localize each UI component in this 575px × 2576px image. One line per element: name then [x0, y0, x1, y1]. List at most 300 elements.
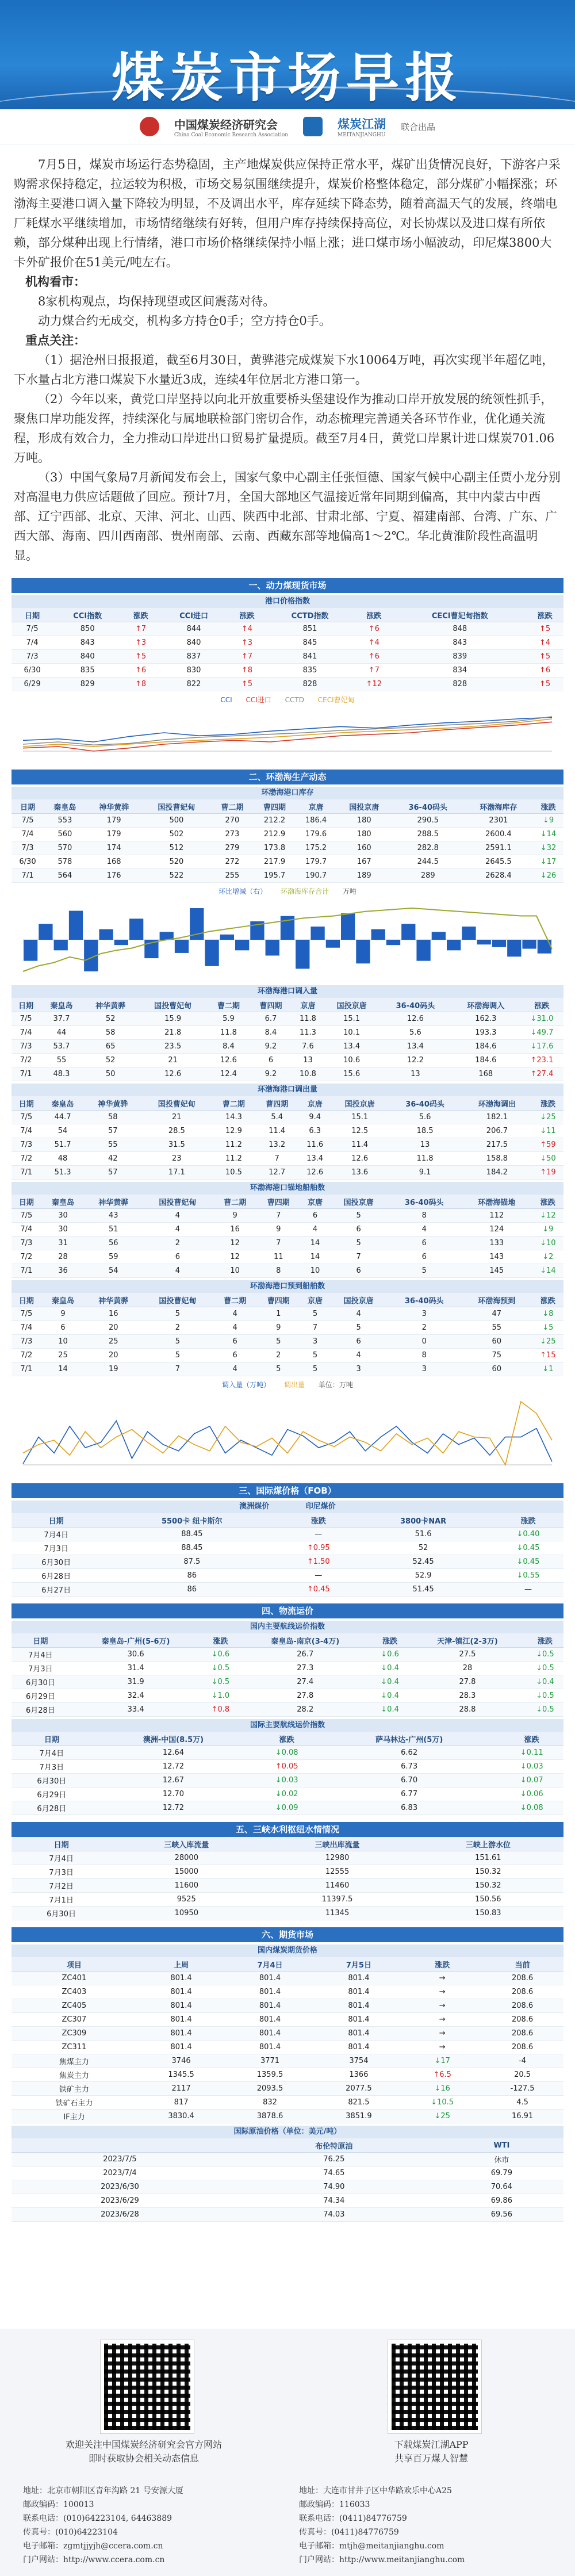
- table-cell: ↑4: [526, 636, 564, 650]
- column-header: 国投京唐: [330, 1195, 388, 1209]
- table-row: [12, 622, 564, 636]
- table-cell: 5: [330, 1237, 388, 1250]
- table-row: [12, 1250, 564, 1264]
- table-row: [12, 678, 564, 691]
- table-cell: 801.4: [137, 2041, 225, 2054]
- change-bar: [341, 913, 355, 940]
- ccera-contact: [23, 2484, 183, 2567]
- table-cell: ↓0.11: [500, 1746, 564, 1760]
- table-cell: 6: [213, 1349, 257, 1362]
- table-cell: 150.32: [413, 1879, 564, 1893]
- table-cell: ↓2: [532, 1250, 564, 1264]
- table-cell: 3: [300, 1335, 330, 1349]
- table-cell: 9: [256, 1321, 300, 1335]
- table-cell: 4: [213, 1362, 257, 1376]
- table-cell: 2077.5: [315, 2082, 403, 2096]
- column-header: 秦皇岛: [41, 1195, 85, 1209]
- table-cell: 16: [213, 1223, 257, 1237]
- table-row: [12, 1166, 564, 1180]
- contact-line: 联系电话：(010)64223104, 64463889: [23, 2514, 172, 2523]
- table-cell: 7/4: [12, 1321, 41, 1335]
- column-header: 日期: [12, 1837, 111, 1851]
- table-header-row: [12, 1633, 564, 1648]
- table-cell: 843: [393, 636, 526, 650]
- table-cell: 208.6: [481, 1972, 564, 1985]
- table-cell: 52: [354, 1541, 493, 1555]
- table-cell: ↑0.45: [283, 1583, 354, 1597]
- table-cell: 7月4日: [12, 1528, 101, 1541]
- table-cell: 44.7: [41, 1111, 84, 1124]
- flow-line-chart: [12, 1390, 564, 1476]
- section-6-title: 六、期货市场: [12, 1927, 564, 1942]
- table-cell: ↑8: [228, 664, 266, 678]
- table-cell: 休市: [440, 2153, 564, 2167]
- table-cell: 822: [159, 678, 228, 691]
- table-cell: 11: [256, 1250, 300, 1264]
- table-row: [12, 1865, 564, 1879]
- table-cell: 801.4: [137, 2013, 225, 2027]
- series-line: [23, 719, 552, 747]
- table-cell: 179: [86, 814, 142, 828]
- table-cell: 51.7: [41, 1138, 84, 1152]
- table-cell: 828: [266, 678, 354, 691]
- table-cell: 175.2: [296, 841, 336, 855]
- table-cell: →: [403, 2013, 481, 2027]
- table-header-row: [12, 1732, 564, 1746]
- table-row: [12, 1689, 564, 1703]
- change-bar: [310, 927, 324, 940]
- table-cell: 150.32: [413, 1865, 564, 1879]
- table-cell: 273: [211, 828, 254, 841]
- change-bar: [235, 940, 249, 950]
- table-cell: 6: [330, 1223, 388, 1237]
- joint-label: 联合出品: [401, 121, 436, 132]
- table-cell: 841: [266, 650, 354, 664]
- table-cell: 6: [213, 1335, 257, 1349]
- table-cell: 12.72: [92, 1760, 255, 1774]
- table-cell: 6月28日: [12, 1569, 101, 1583]
- table-cell: 6/29: [12, 678, 53, 691]
- table-cell: 184.6: [451, 1054, 520, 1067]
- chart-unit: 万吨: [342, 887, 356, 895]
- column-header: 曹四期: [256, 1195, 300, 1209]
- contact-line[interactable]: 门户网站：http://www.meitanjianghu.com: [299, 2555, 465, 2564]
- change-bar: [114, 940, 128, 945]
- table-row: [12, 2180, 564, 2194]
- table-row: [12, 1569, 564, 1583]
- table-cell: 88.45: [101, 1541, 283, 1555]
- table-cell: ↑6: [354, 650, 393, 664]
- news-item: （3）中国气象局7月新闻发布会上，国家气象中心副主任张恒德、国家气候中心副主任贾小龙分别对高温电力供应话题做了回应。预计7月，全国大部地区气温接近常年同期到偏高，其中内蒙古中西部、辽宁西部、北京、天津、河北、山西、陕西中北部、甘肃北部、宁夏、福建南部、台湾、广东、广西大部、海南、四川西南部、贵州南部、云南、西藏东部等地偏高1～2℃。华北黄淮阶段性高温明显。: [14, 470, 561, 562]
- legend-item: CCI进口: [246, 696, 271, 704]
- table-cell: ↑23.1: [520, 1054, 564, 1067]
- table-cell: ZC403: [12, 1985, 137, 1999]
- table-cell: 14: [41, 1362, 85, 1376]
- table-cell: 6: [142, 1250, 213, 1264]
- series-line: [23, 1402, 552, 1465]
- table-cell: ↑1.50: [283, 1555, 354, 1569]
- table-cell: ↓25: [532, 1111, 564, 1124]
- ccera-qr-code[interactable]: [101, 2340, 194, 2433]
- table-cell: 18.5: [388, 1124, 462, 1138]
- table-row: [12, 1223, 564, 1237]
- change-bar: [522, 940, 536, 949]
- table-cell: ↑5: [526, 650, 564, 664]
- table-cell: 4: [213, 1321, 257, 1335]
- table-cell: 3851.9: [315, 2110, 403, 2123]
- column-header: 天津-镇江(2-3万): [408, 1633, 527, 1648]
- table-cell: 840: [53, 650, 122, 664]
- table-cell: 20: [85, 1349, 142, 1362]
- column-header: 日期: [12, 1096, 41, 1111]
- table-cell: ↓10.5: [403, 2096, 481, 2110]
- table-cell: ↓17: [403, 2054, 481, 2068]
- table-cell: ↑4: [228, 622, 266, 636]
- table-cell: 6月30日: [12, 1774, 92, 1787]
- table-cell: 31.9: [70, 1675, 202, 1689]
- table-cell: 2023/6/29: [12, 2194, 228, 2208]
- table-cell: ↑5: [526, 622, 564, 636]
- contact-line[interactable]: 电子邮箱：mtjh@meitanjianghu.com: [299, 2541, 444, 2551]
- chart2-legend: [12, 886, 564, 897]
- news-title: 重点关注：: [25, 333, 86, 347]
- column-header: 36-40码头: [392, 799, 464, 814]
- table-cell: 7: [256, 1237, 300, 1250]
- outflow-table: [12, 1096, 564, 1180]
- table-cell: 6/30: [12, 664, 53, 678]
- table-row: [12, 1528, 564, 1541]
- column-header: 曹二期: [213, 1293, 257, 1307]
- table-cell: 179.6: [296, 828, 336, 841]
- column-header: 国投京唐: [330, 1293, 388, 1307]
- arrival-table: [12, 1293, 564, 1376]
- table-cell: —: [493, 1583, 564, 1597]
- table-cell: 151.61: [413, 1851, 564, 1865]
- column-header: 曹二期: [212, 1096, 255, 1111]
- table-cell: 25: [85, 1335, 142, 1349]
- anchorage-table: [12, 1195, 564, 1278]
- table-cell: 54: [41, 1124, 84, 1138]
- table-cell: ↓0.5: [527, 1662, 564, 1675]
- chart-unit: 单位：万吨: [318, 1381, 353, 1389]
- column-header: 神华黄骅: [86, 799, 142, 814]
- table-cell: 2645.5: [464, 855, 533, 869]
- column-header: 涨跌: [532, 1096, 564, 1111]
- table-cell: 6.62: [319, 1746, 500, 1760]
- table-cell: 9: [41, 1307, 85, 1321]
- table-cell: 801.4: [225, 1999, 314, 2013]
- table-cell: 290.5: [392, 814, 464, 828]
- contact-line[interactable]: 电子邮箱：zgmtjjyjh@ccera.com.cn: [23, 2541, 163, 2551]
- chart1-legend: [12, 695, 564, 705]
- table-cell: 1359.5: [225, 2068, 314, 2082]
- table-cell: 6.77: [319, 1787, 500, 1801]
- table-cell: ↓8: [532, 1307, 564, 1321]
- table-row: [12, 1787, 564, 1801]
- table-cell: 801.4: [315, 1985, 403, 1999]
- legend-item: 调入量（万吨）: [222, 1381, 271, 1389]
- table-cell: 7/5: [12, 1111, 41, 1124]
- table-cell: 16.91: [481, 2110, 564, 2123]
- table-cell: 500: [142, 814, 211, 828]
- table-cell: 3: [388, 1307, 461, 1321]
- column-header: 神华黄骅: [85, 1293, 142, 1307]
- contact-line: 地址：北京市朝阳区青年沟路 21 号安源大厦: [23, 2486, 183, 2495]
- column-header: 国投京唐: [336, 799, 392, 814]
- table-cell: 12.4: [208, 1067, 250, 1081]
- table-cell: 12555: [262, 1865, 412, 1879]
- table-cell: 6: [250, 1054, 292, 1067]
- table-cell: 3754: [315, 2054, 403, 2068]
- change-bar: [416, 940, 430, 961]
- section-5-title: 五、三峡水利枢纽水情情况: [12, 1822, 564, 1837]
- table-cell: 59: [85, 1250, 142, 1264]
- contact-line: 邮政编码：100013: [23, 2500, 94, 2509]
- table-cell: ↑15: [532, 1349, 564, 1362]
- section-2-title: 二、环渤海生产动态: [12, 770, 564, 784]
- table-cell: 5: [256, 1362, 300, 1376]
- table-cell: 7月4日: [12, 1851, 111, 1865]
- table-cell: 6: [41, 1321, 85, 1335]
- legend-item: CCI: [220, 696, 232, 704]
- footer: [0, 2329, 575, 2576]
- table-row: [12, 1662, 564, 1675]
- contact-line: 联系电话：(0411)84776759: [299, 2514, 407, 2523]
- table-cell: 6/30: [12, 855, 44, 869]
- column-header: 5500卡 纽卡斯尔: [101, 1513, 283, 1528]
- section-1-title: 一、动力煤现货市场: [12, 578, 564, 593]
- app-qr-code[interactable]: [388, 2340, 481, 2433]
- table-cell: 28: [408, 1662, 527, 1675]
- table-row: [12, 2208, 564, 2222]
- table-cell: →: [403, 1999, 481, 2013]
- column-header: 神华黄骅: [83, 998, 139, 1012]
- table-cell: 2: [142, 1237, 213, 1250]
- table-cell: 848: [393, 622, 526, 636]
- table-cell: 3746: [137, 2054, 225, 2068]
- contact-line[interactable]: 门户网站：http://www.ccera.com.cn: [23, 2555, 165, 2564]
- table-cell: ↓50: [532, 1152, 564, 1166]
- table-cell: 7/4: [12, 1223, 41, 1237]
- table-cell: ↑7: [122, 622, 159, 636]
- table-cell: 3830.4: [137, 2110, 225, 2123]
- table-cell: 27.8: [239, 1689, 371, 1703]
- oil-subtitle: 国际原油价格（单位：美元/吨）: [12, 2126, 564, 2138]
- table-cell: 23.5: [139, 1040, 208, 1054]
- table-cell: ZC401: [12, 1972, 137, 1985]
- table-cell: 8: [256, 1264, 300, 1278]
- table-cell: 75: [461, 1349, 532, 1362]
- table-cell: 47: [461, 1307, 532, 1321]
- table-cell: 9: [256, 1223, 300, 1237]
- stock-table: [12, 799, 564, 883]
- table-cell: 28.2: [239, 1703, 371, 1717]
- table-cell: 2: [388, 1321, 461, 1335]
- table-cell: ↑0.05: [255, 1760, 319, 1774]
- table-cell: 279: [211, 841, 254, 855]
- table-cell: 180: [336, 814, 392, 828]
- table-cell: 801.4: [225, 2027, 314, 2041]
- outflow-subtitle: 环渤海港口调出量: [12, 1084, 564, 1096]
- table-row: [12, 1907, 564, 1920]
- table-cell: ZC307: [12, 2013, 137, 2027]
- table-cell: 11600: [111, 1879, 262, 1893]
- contact-line: 传真号：(0411)84776759: [299, 2528, 399, 2537]
- table-cell: 6月29日: [12, 1689, 70, 1703]
- table-cell: 54: [85, 1264, 142, 1278]
- table-cell: 2: [256, 1349, 300, 1362]
- table-cell: 2023/7/4: [12, 2167, 228, 2180]
- table-row: [12, 2153, 564, 2167]
- table-cell: 5: [330, 1321, 388, 1335]
- table-cell: 12: [213, 1237, 257, 1250]
- column-header: 萨马林达-广州(5万): [319, 1732, 500, 1746]
- table-cell: 11.6: [298, 1138, 331, 1152]
- table-cell: 184.2: [462, 1166, 532, 1180]
- column-header: 环渤海调入: [451, 998, 520, 1012]
- table-cell: 5.6: [379, 1026, 451, 1040]
- table-cell: ↓0.45: [493, 1555, 564, 1569]
- table-cell: 6.3: [298, 1124, 331, 1138]
- table-cell: 10.5: [212, 1166, 255, 1180]
- table-cell: ↓11: [532, 1124, 564, 1138]
- table-row: [12, 1054, 564, 1067]
- table-cell: 150.56: [413, 1893, 564, 1907]
- stock-chart: [12, 886, 564, 983]
- table-cell: 289: [392, 869, 464, 883]
- table-cell: 57: [85, 1124, 141, 1138]
- table-cell: 208.6: [481, 2041, 564, 2054]
- table-cell: 86: [101, 1583, 283, 1597]
- table-cell: 焦炭主力: [12, 2068, 137, 2082]
- table-cell: 65: [83, 1040, 139, 1054]
- table-header-row: [12, 1957, 564, 1972]
- table-cell: 12.6: [208, 1054, 250, 1067]
- table-cell: 5.4: [255, 1111, 298, 1124]
- column-header: 上周: [137, 1957, 225, 1972]
- table-cell: 7/1: [12, 869, 44, 883]
- table-cell: 12.6: [139, 1067, 208, 1081]
- table-row: [12, 1760, 564, 1774]
- table-cell: 244.5: [392, 855, 464, 869]
- oil-table: [12, 2138, 564, 2222]
- ccera-logo-icon: [140, 117, 159, 136]
- table-cell: ↑4: [354, 636, 393, 650]
- column-header: 日期: [12, 1293, 41, 1307]
- table-cell: 145: [461, 1264, 532, 1278]
- table-cell: 2023/6/28: [12, 2208, 228, 2222]
- table-cell: 7/5: [12, 1209, 41, 1223]
- table-cell: 801.4: [137, 1999, 225, 2013]
- table-row: [12, 1307, 564, 1321]
- table-cell: 6: [388, 1237, 461, 1250]
- table-cell: 5: [300, 1362, 330, 1376]
- table-cell: 7/1: [12, 1067, 40, 1081]
- table-cell: 27.5: [408, 1648, 527, 1662]
- table-cell: 162.3: [451, 1012, 520, 1026]
- section-1-subtitle: 港口价格指数: [12, 595, 564, 608]
- table-row: [12, 1111, 564, 1124]
- table-cell: 10.8: [292, 1067, 324, 1081]
- table-cell: ↓0.02: [255, 1787, 319, 1801]
- table-row: [12, 1209, 564, 1223]
- table-cell: 4: [330, 1349, 388, 1362]
- legend-item: 环比增减（右）: [218, 887, 267, 895]
- table-header-row: [12, 2138, 564, 2153]
- table-header-row: [12, 799, 564, 814]
- views-title: 机构看市：: [25, 274, 86, 289]
- column-header: 日期: [12, 1633, 70, 1648]
- change-bar: [371, 929, 385, 940]
- table-cell: 255: [211, 869, 254, 883]
- table-cell: 15.1: [324, 1012, 379, 1026]
- table-cell: 10.1: [324, 1026, 379, 1040]
- table-cell: 3771: [225, 2054, 314, 2068]
- table-cell: 5: [142, 1349, 213, 1362]
- table-cell: 57: [85, 1166, 141, 1180]
- table-cell: 8: [388, 1349, 461, 1362]
- change-bar: [356, 940, 370, 963]
- table-cell: ↑59: [532, 1138, 564, 1152]
- table-cell: ↑7: [228, 650, 266, 664]
- table-cell: 179: [86, 828, 142, 841]
- table-row: [12, 1851, 564, 1865]
- table-cell: 23: [141, 1152, 212, 1166]
- column-header: 三峡出库流量: [262, 1837, 412, 1851]
- column-header: 日期: [12, 799, 44, 814]
- table-cell: 839: [393, 650, 526, 664]
- table-header-row: [12, 1513, 564, 1528]
- table-cell: 7/4: [12, 828, 44, 841]
- table-cell: 12.6: [331, 1152, 388, 1166]
- table-cell: 176: [86, 869, 142, 883]
- table-cell: 7/2: [12, 1054, 40, 1067]
- table-cell: 74.03: [228, 2208, 440, 2222]
- table-cell: ↓17.6: [520, 1040, 564, 1054]
- table-cell: 6: [330, 1335, 388, 1349]
- table-cell: 837: [159, 650, 228, 664]
- table-cell: 5.9: [208, 1012, 250, 1026]
- table-cell: 801.4: [315, 1999, 403, 2013]
- meitanjianghu-logo-icon: [303, 117, 323, 136]
- table-header-row: [12, 1096, 564, 1111]
- table-cell: 33.4: [70, 1703, 202, 1717]
- table-cell: 7/4: [12, 636, 53, 650]
- table-row: [12, 1555, 564, 1569]
- table-cell: 801.4: [315, 2041, 403, 2054]
- column-header: 神华黄骅: [85, 1195, 142, 1209]
- table-cell: ↑12: [354, 678, 393, 691]
- table-cell: 28: [41, 1250, 85, 1264]
- table-row: [12, 650, 564, 664]
- table-cell: ↓12: [532, 1209, 564, 1223]
- table-cell: 7月2日: [12, 1879, 111, 1893]
- column-header: 国投曹妃甸: [142, 1195, 213, 1209]
- column-header: 涨跌: [533, 799, 564, 814]
- table-cell: 21: [141, 1111, 212, 1124]
- change-bar: [24, 940, 37, 961]
- table-cell: 55: [40, 1054, 83, 1067]
- table-cell: 12.6: [379, 1012, 451, 1026]
- table-cell: 282.8: [392, 841, 464, 855]
- table-cell: 52.45: [354, 1555, 493, 1569]
- column-header: 涨跌: [500, 1732, 564, 1746]
- table-cell: 7: [142, 1362, 213, 1376]
- table-cell: 7/2: [12, 1250, 41, 1264]
- column-header: 曹四期: [254, 799, 296, 814]
- table-cell: ↓0.03: [255, 1774, 319, 1787]
- table-cell: 3878.6: [225, 2110, 314, 2123]
